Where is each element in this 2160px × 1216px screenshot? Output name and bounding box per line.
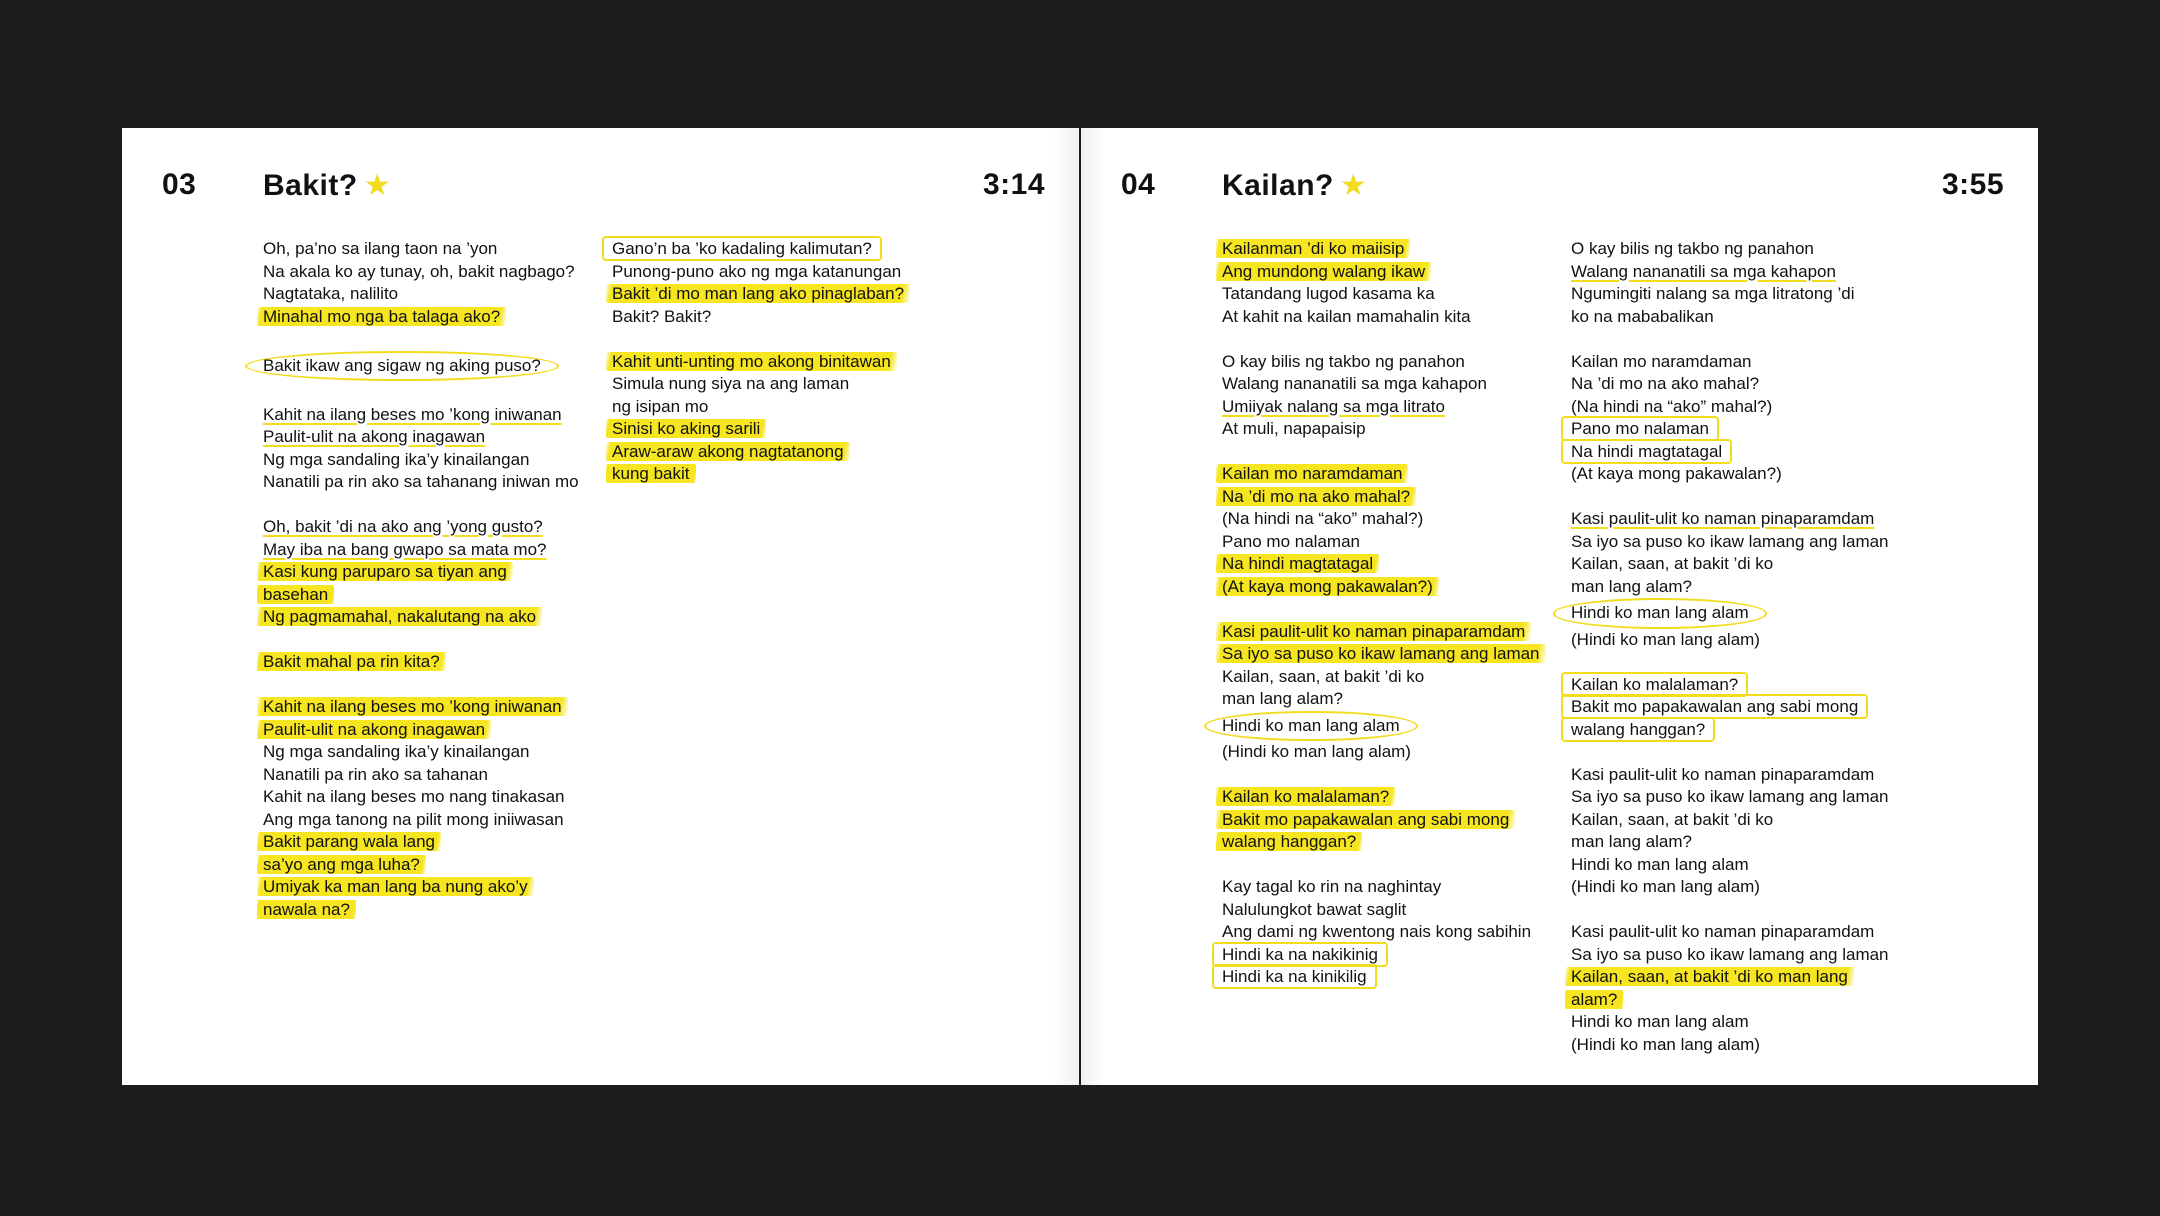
lyric-line: Pano mo nalaman — [1571, 418, 1911, 441]
lyric-line: man lang alam? — [1222, 689, 1343, 708]
lyric-line: Hindi ko man lang alam — [1222, 711, 1562, 742]
lyric-line: Kay tagal ko rin na naghintay — [1222, 877, 1442, 896]
lyric-line: Punong-puno ako ng mga katanungan — [612, 261, 902, 281]
song-title-text: Kailan? — [1222, 169, 1334, 202]
lyric-line: Kasi paulit-ulit ko naman pinaparamdam — [1571, 922, 1875, 941]
lyric-line: Hindi ko man lang alam — [1571, 1012, 1749, 1031]
lyric-line: O kay bilis ng takbo ng panahon — [1571, 239, 1814, 258]
lyric-line: Kailanman ’di ko maiisip — [1222, 238, 1562, 261]
lyric-line: Hindi ko man lang alam — [1571, 598, 1911, 629]
lyric-line: Hindi ka na kinikilig — [1222, 966, 1562, 989]
stanza — [263, 696, 603, 921]
lyric-line: Kailan, saan, at bakit ’di ko man lang — [1571, 966, 1911, 989]
stanza — [1222, 621, 1562, 764]
stanza — [1571, 238, 1911, 328]
track-number: 04 — [1121, 168, 1156, 201]
lyric-line: (Hindi ko man lang alam) — [1222, 742, 1411, 761]
lyric-line: (At kaya mong pakawalan?) — [1222, 576, 1562, 599]
lyric-line: Kahit unti-unting mo akong binitawan — [612, 351, 952, 374]
lyric-line: Ang dami ng kwentong nais kong sabihin — [1222, 922, 1532, 941]
stanza — [612, 238, 952, 328]
song-duration: 3:55 — [1941, 168, 2004, 201]
lyric-line: (Hindi ko man lang alam) — [1571, 877, 1760, 896]
lyric-line: Araw-araw akong nagtatanong — [612, 441, 952, 464]
track-number: 03 — [162, 168, 197, 201]
lyric-line: Kahit na ilang beses mo ’kong iniwanan — [263, 404, 562, 424]
lyric-line: Kailan, saan, at bakit ’di ko — [1571, 809, 1774, 829]
lyric-line: ng isipan mo — [612, 396, 709, 416]
star-icon: ★ — [363, 169, 392, 202]
gutter-shadow — [1052, 128, 1079, 1085]
stanza — [1222, 238, 1562, 328]
lyric-line: Sinisi ko aking sarili — [612, 418, 952, 441]
lyric-line: walang hanggan? — [1222, 831, 1562, 854]
lyric-line: Kailan mo naramdaman — [1222, 463, 1562, 486]
stanza — [1571, 508, 1911, 651]
lyric-line: Walang nananatili sa mga kahapon — [1571, 261, 1836, 281]
lyric-line: Sa iyo sa puso ko ikaw lamang ang laman — [1571, 531, 1889, 551]
lyric-line: Nagtataka, nalilito — [263, 284, 399, 303]
lyric-line: Oh, bakit ’di na ako ang ’yong gusto? — [263, 517, 543, 536]
lyric-line: Bakit ikaw ang sigaw ng aking puso? — [263, 351, 603, 382]
lyric-line: Bakit mo papakawalan ang sabi mong — [1571, 696, 1911, 719]
right-page — [1081, 128, 2038, 1085]
lyric-line: Kasi paulit-ulit ko naman pinaparamdam — [1571, 509, 1875, 528]
lyric-line: Hindi ka na nakikinig — [1222, 944, 1562, 967]
booklet-spread — [122, 128, 2038, 1085]
lyric-line: Walang nananatili sa mga kahapon — [1222, 374, 1487, 393]
lyric-line: Tatandang lugod kasama ka — [1222, 284, 1435, 303]
lyric-line: Kailan mo naramdaman — [1571, 351, 1752, 371]
stanza — [1222, 351, 1562, 441]
lyric-line: Hindi ko man lang alam — [1571, 854, 1749, 874]
lyric-line: Na hindi magtatagal — [1222, 553, 1562, 576]
lyric-line: O kay bilis ng takbo ng panahon — [1222, 351, 1465, 371]
lyric-line: Bakit mahal pa rin kita? — [263, 651, 603, 674]
lyric-line: Bakit parang wala lang — [263, 831, 603, 854]
lyric-line: Simula nung siya na ang laman — [612, 374, 850, 393]
lyric-line: Umiyak ka man lang ba nung ako’y — [263, 876, 603, 899]
stanza — [1571, 921, 1911, 1056]
lyric-line: Kasi paulit-ulit ko naman pinaparamdam — [1571, 764, 1875, 784]
lyric-line: kung bakit — [612, 463, 952, 486]
lyric-line: ko na mababalikan — [1571, 306, 1714, 326]
stanza — [1571, 764, 1911, 899]
lyric-line: Ng mga sandaling ika’y kinailangan — [263, 742, 530, 761]
lyrics-column-2 — [612, 238, 952, 486]
stanza — [263, 516, 603, 629]
lyric-line: Kailan, saan, at bakit ’di ko — [1571, 554, 1774, 573]
lyrics-column-1 — [1222, 238, 1562, 989]
lyric-line: Bakit? Bakit? — [612, 306, 712, 326]
stanza — [1222, 876, 1562, 989]
lyric-line: Umiiyak nalang sa mga litrato — [1222, 396, 1445, 416]
lyric-line: Sa iyo sa puso ko ikaw lamang ang laman — [1571, 944, 1889, 964]
lyric-line: Sa iyo sa puso ko ikaw lamang ang laman — [1222, 643, 1562, 666]
lyric-line: Na ’di mo na ako mahal? — [1222, 486, 1562, 509]
lyric-line: Ng mga sandaling ika’y kinailangan — [263, 449, 530, 469]
lyric-line: Kailan, saan, at bakit ’di ko — [1222, 666, 1425, 686]
song-title — [1222, 168, 1367, 203]
stanza — [1222, 463, 1562, 598]
lyric-line: Ang mundong walang ikaw — [1222, 261, 1562, 284]
song-duration: 3:14 — [982, 168, 1045, 201]
stanza — [1222, 786, 1562, 854]
lyric-line: Ang mga tanong na pilit mong iniiwasan — [263, 809, 564, 829]
lyrics-column-1 — [263, 238, 603, 921]
lyric-line: Ng pagmamahal, nakalutang na ako — [263, 606, 603, 629]
song-title-text: Bakit? — [263, 169, 358, 202]
lyric-line: Kahit na ilang beses mo nang tinakasan — [263, 787, 565, 806]
lyric-line: Na hindi magtatagal — [1571, 441, 1911, 464]
lyric-line: Nalulungkot bawat saglit — [1222, 899, 1407, 919]
lyric-line: Bakit mo papakawalan ang sabi mong — [1222, 809, 1562, 832]
stanza — [1571, 674, 1911, 742]
left-page — [122, 128, 1079, 1085]
lyric-line: Kasi kung paruparo sa tiyan ang — [263, 561, 603, 584]
lyric-line: Nanatili pa rin ako sa tahanan — [263, 764, 488, 784]
lyric-line: Kailan ko malalaman? — [1222, 786, 1562, 809]
lyric-line: Kahit na ilang beses mo ’kong iniwanan — [263, 696, 603, 719]
lyric-line: (Hindi ko man lang alam) — [1571, 629, 1760, 649]
song-title — [263, 168, 391, 203]
lyric-line: nawala na? — [263, 899, 603, 922]
lyric-line: Pano mo nalaman — [1222, 531, 1360, 551]
lyric-line: basehan — [263, 584, 603, 607]
stanza — [1571, 351, 1911, 486]
gutter-shadow — [1081, 128, 1105, 1085]
lyric-line: (Hindi ko man lang alam) — [1571, 1034, 1760, 1054]
lyric-line: Bakit ’di mo man lang ako pinaglaban? — [612, 283, 952, 306]
lyric-line: May iba na bang gwapo sa mata mo? — [263, 539, 547, 559]
lyric-line: Na akala ko ay tunay, oh, bakit nagbago? — [263, 261, 575, 281]
lyric-line: Minahal mo nga ba talaga ako? — [263, 306, 603, 329]
lyric-line: alam? — [1571, 989, 1911, 1012]
lyric-line: walang hanggan? — [1571, 719, 1911, 742]
lyric-line: Gano’n ba ’ko kadaling kalimutan? — [612, 238, 952, 261]
stanza — [263, 404, 603, 494]
lyric-line: Na ’di mo na ako mahal? — [1571, 374, 1760, 393]
lyric-line: Nanatili pa rin ako sa tahanang iniwan mo — [263, 472, 579, 491]
lyric-line: sa’yo ang mga luha? — [263, 854, 603, 877]
star-icon: ★ — [1339, 169, 1368, 202]
lyric-line: (At kaya mong pakawalan?) — [1571, 464, 1782, 483]
lyric-line: Kasi paulit-ulit ko naman pinaparamdam — [1222, 621, 1562, 644]
stanza — [263, 651, 603, 674]
lyric-line: At kahit na kailan mamahalin kita — [1222, 306, 1471, 326]
lyric-line: At muli, napapaisip — [1222, 419, 1366, 438]
stanza — [263, 351, 603, 382]
lyric-line: Paulit-ulit na akong inagawan — [263, 427, 486, 446]
stanza — [263, 238, 603, 328]
lyric-line: (Na hindi na “ako” mahal?) — [1571, 396, 1773, 416]
stanza — [612, 351, 952, 486]
lyrics-column-2 — [1571, 238, 1911, 1056]
lyric-line: man lang alam? — [1571, 832, 1692, 851]
lyric-line: Paulit-ulit na akong inagawan — [263, 719, 603, 742]
lyric-line: Oh, pa’no sa ilang taon na ’yon — [263, 239, 498, 258]
lyric-line: (Na hindi na “ako” mahal?) — [1222, 509, 1424, 528]
lyric-line: Sa iyo sa puso ko ikaw lamang ang laman — [1571, 787, 1889, 806]
lyric-line: Kailan ko malalaman? — [1571, 674, 1911, 697]
lyric-line: Ngumingiti nalang sa mga litratong ’di — [1571, 284, 1855, 303]
lyric-line: man lang alam? — [1571, 576, 1692, 596]
